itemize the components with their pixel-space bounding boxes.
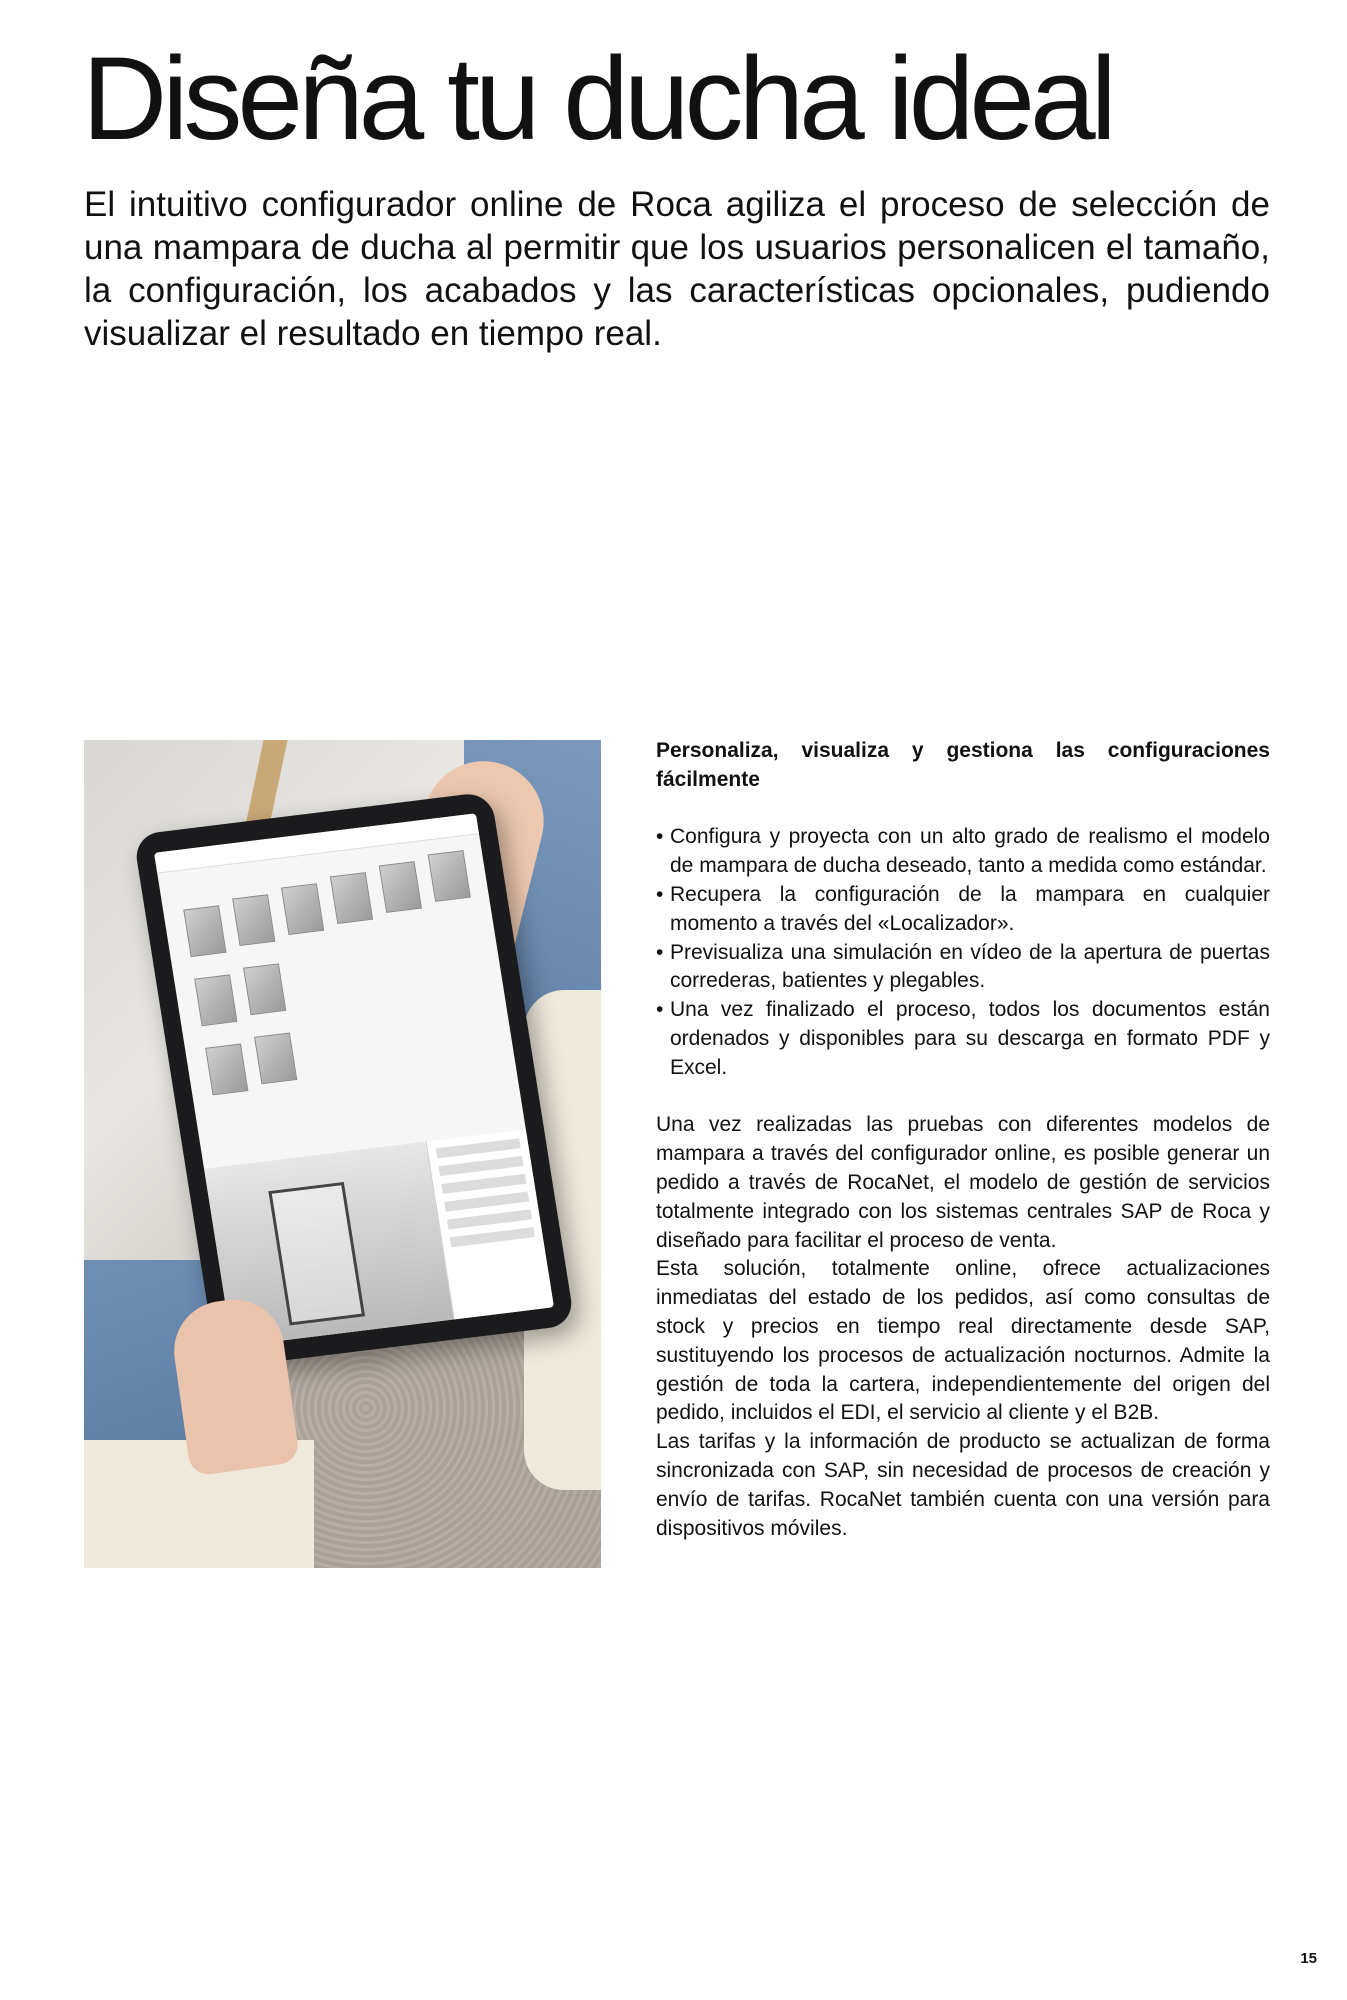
page-number: 15 bbox=[1300, 1950, 1317, 1967]
intro-paragraph: El intuitivo configurador online de Roca agiliza el proceso de selección de una mampara de ducha al permitir que los usuarios personalicen el tamaño, la configuración, los acabados y las características opcionales, pudiendo visualizar el resultado en tiempo real. bbox=[84, 185, 1270, 353]
shower-door-preview bbox=[268, 1182, 365, 1326]
shower-thumbnail bbox=[379, 861, 422, 913]
shower-thumbnail bbox=[194, 974, 237, 1026]
feature-item: • Recupera la configuración de la mampara en cualquier momento a través del «Localizador». bbox=[656, 881, 1270, 939]
shower-thumbnail bbox=[254, 1033, 297, 1085]
feature-item: • Una vez finalizado el proceso, todos los documentos están ordenados y disponibles para su descarga en formato PDF y Excel. bbox=[656, 996, 1270, 1082]
shower-thumbnail bbox=[205, 1044, 248, 1096]
section-subheading: Personaliza, visualiza y gestiona las configuraciones fácilmente bbox=[656, 739, 1270, 791]
tablet-configurator-photo bbox=[84, 740, 601, 1568]
body-paragraph: Esta solución, totalmente online, ofrece actualizaciones inmediatas del estado de los pedidos, así como consultas de stock y precios en tiempo real directamente desde SAP, sustituyendo los procesos de actualización nocturnos. Admite la gestión de toda la cartera, independientemente del origen del pedido, incluidos el EDI, el servicio al cliente y el B2B. bbox=[656, 1257, 1270, 1425]
body-paragraph: Una vez realizadas las pruebas con diferentes modelos de mampara a través del configurador online, es posible generar un pedido a través de RocaNet, el modelo de gestión de servicios totalmente integrado con los sistemas centrales SAP de Roca y diseñado para facilitar el proceso de venta. bbox=[656, 1113, 1270, 1252]
page-title: Diseña tu ducha ideal bbox=[82, 33, 1112, 165]
configurator-screen bbox=[154, 813, 554, 1346]
shower-thumbnail bbox=[330, 872, 373, 924]
body-paragraph: Las tarifas y la información de producto se actualizan de forma sincronizada con SAP, sin necesidad de procesos de creación y envío de tarifas. RocaNet también cuenta con una versión para dispositivos móviles. bbox=[656, 1430, 1270, 1540]
shower-thumbnail bbox=[243, 963, 286, 1015]
shower-thumbnail bbox=[281, 883, 324, 935]
shower-thumbnail bbox=[232, 894, 275, 946]
body-column bbox=[656, 737, 1270, 1543]
feature-list bbox=[656, 823, 1270, 1082]
feature-item: • Configura y proyecta con un alto grado de realismo el modelo de mampara de ducha deseado, tanto a medida como estándar. bbox=[656, 823, 1270, 881]
shower-thumbnail bbox=[428, 850, 471, 902]
shower-thumbnail bbox=[183, 905, 226, 957]
feature-item: • Previsualiza una simulación en vídeo de la apertura de puertas correderas, batientes y plegables. bbox=[656, 939, 1270, 997]
